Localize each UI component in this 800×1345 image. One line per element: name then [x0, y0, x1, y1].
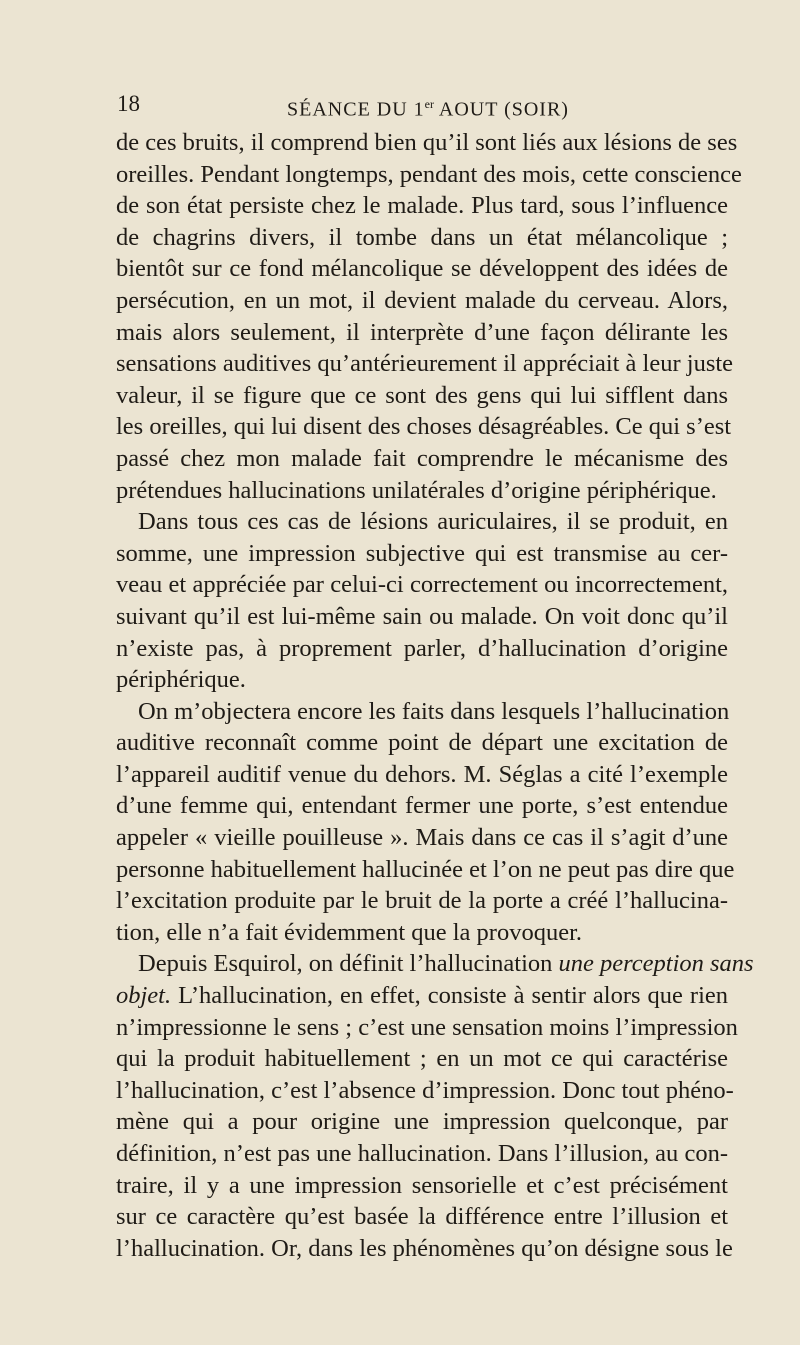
- body-text: [116, 127, 754, 1264]
- running-head-superscript: er: [424, 97, 434, 111]
- text-line: n’existe pas, à proprement parler, d’hallucination d’origine: [116, 634, 728, 662]
- text-line: oreilles. Pendant longtemps, pendant des mois, cette conscience: [116, 160, 742, 188]
- text-line: sur ce caractère qu’est basée la différence entre l’illusion et: [116, 1203, 728, 1231]
- paragraph-start-line: Dans tous ces cas de lésions auriculaires, il se produit, en: [138, 508, 728, 536]
- text-line: personne habituellement hallucinée et l’on ne peut pas dire que: [116, 855, 735, 883]
- text-line: somme, une impression subjective qui est transmise au cer-: [116, 539, 728, 567]
- text-line: l’excitation produite par le bruit de la porte a créé l’hallucina-: [116, 887, 728, 915]
- text-line: suivant qu’il est lui-même sain ou malade. On voit donc qu’il: [116, 602, 728, 630]
- text-line: l’appareil auditif venue du dehors. M. Séglas a cité l’exemple: [116, 760, 728, 788]
- page-number: 18: [117, 91, 140, 116]
- text-line: appeler « vieille pouilleuse ». Mais dans ce cas il s’agit d’une: [116, 824, 728, 852]
- paragraph-start-line: [116, 948, 754, 980]
- text-line: l’hallucination, c’est l’absence d’impression. Donc tout phéno-: [116, 1076, 734, 1104]
- text-line: de son état persiste chez le malade. Plus tard, sous l’influence: [116, 192, 728, 220]
- italic-phrase: objet.: [116, 982, 172, 1010]
- text-line: mais alors seulement, il interprète d’une façon délirante les: [116, 318, 728, 346]
- text-run: Depuis Esquirol, on définit l’hallucination: [138, 950, 553, 978]
- running-head: [287, 88, 569, 126]
- running-head-suffix: AOUT (SOIR): [434, 98, 569, 121]
- text-line: qui la produit habituellement ; en un mot ce qui caractérise: [116, 1045, 728, 1073]
- text-line: valeur, il se figure que ce sont des gens qui lui sifflent dans: [116, 381, 728, 409]
- text-line: auditive reconnaît comme point de départ une excitation de: [116, 729, 728, 757]
- text-line: [116, 980, 728, 1012]
- text-line: définition, n’est pas une hallucination. Dans l’illusion, au con-: [116, 1140, 728, 1167]
- text-line: passé chez mon malade fait comprendre le mécanisme des: [116, 444, 728, 472]
- text-line: l’hallucination. Or, dans les phénomènes qu’on désigne sous le: [116, 1234, 733, 1262]
- running-head-prefix: SÉANCE DU 1: [287, 98, 425, 121]
- paragraph-start-line: On m’objectera encore les faits dans lesquels l’hallucination: [138, 697, 730, 725]
- text-line: persécution, en un mot, il devient malade du cerveau. Alors,: [116, 286, 728, 314]
- text-line: périphérique.: [116, 666, 246, 694]
- text-line: n’impressionne le sens ; c’est une sensation moins l’impression: [116, 1013, 738, 1041]
- text-line: prétendues hallucinations unilatérales d’origine périphérique.: [116, 476, 717, 504]
- text-run: L’hallucination, en effet, consiste à sentir alors que rien: [178, 982, 728, 1010]
- text-line: de chagrins divers, il tombe dans un état mélancolique ;: [116, 223, 728, 251]
- text-line: mène qui a pour origine une impression quelconque, par: [116, 1108, 728, 1136]
- text-line: bientôt sur ce fond mélancolique se développent des idées de: [116, 255, 728, 283]
- italic-phrase: une perception sans: [558, 950, 754, 978]
- text-line: de ces bruits, il comprend bien qu’il sont liés aux lésions de ses: [116, 129, 738, 156]
- page-header: [115, 88, 727, 120]
- text-line: traire, il y a une impression sensorielle et c’est précisément: [116, 1171, 728, 1199]
- text-line: les oreilles, qui lui disent des choses désagréables. Ce qui s’est: [116, 413, 732, 441]
- text-line: veau et appréciée par celui-ci correctement ou incorrectement,: [116, 571, 728, 599]
- text-line: sensations auditives qu’antérieurement il appréciait à leur juste: [116, 350, 734, 378]
- text-line: d’une femme qui, entendant fermer une porte, s’est entendue: [116, 792, 728, 820]
- text-line: tion, elle n’a fait évidemment que la provoquer.: [116, 918, 583, 946]
